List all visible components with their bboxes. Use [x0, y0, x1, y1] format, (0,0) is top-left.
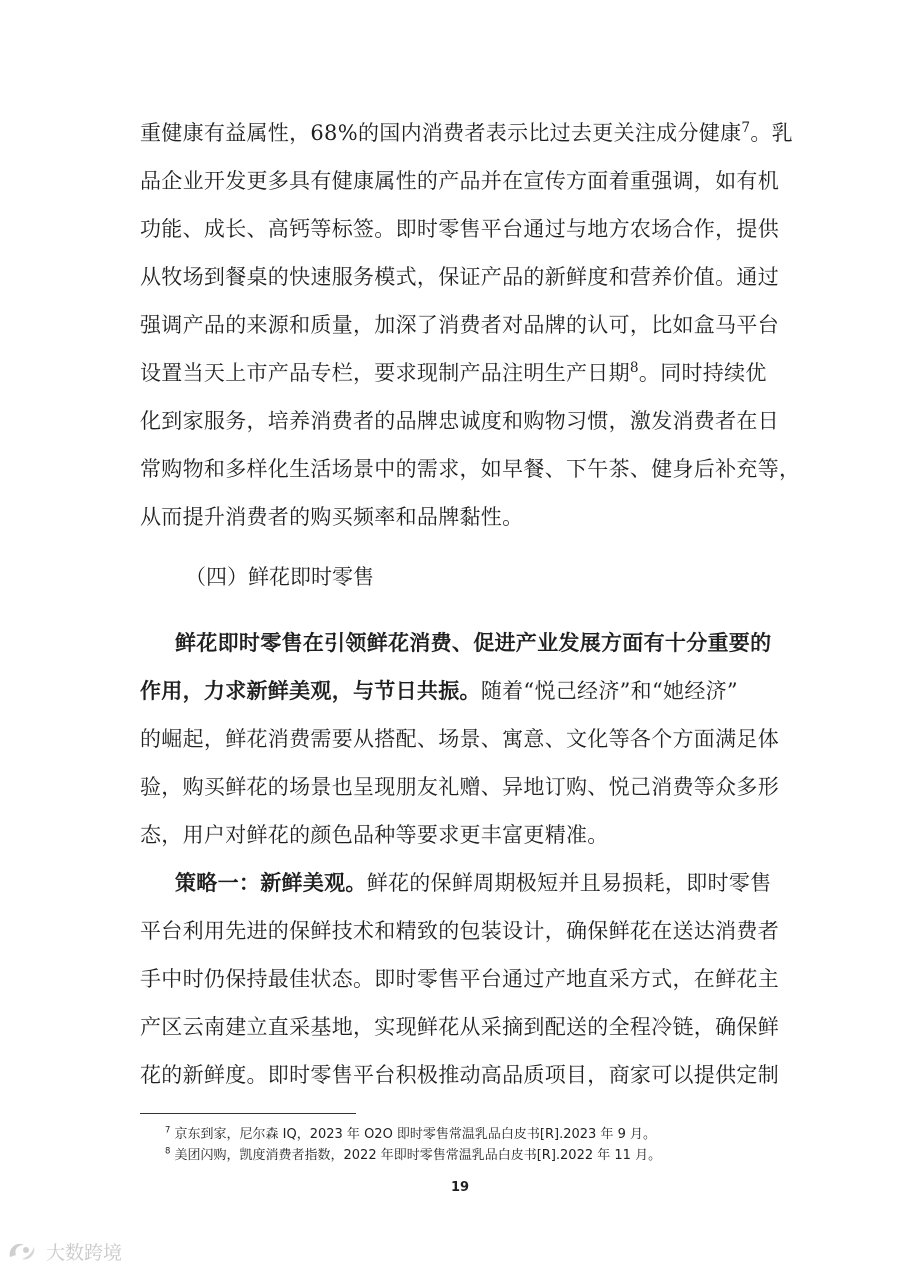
body-line: 功能、成长、高钙等标签。即时零售平台通过与地方农场合作，提供 [140, 217, 779, 241]
strategy-label: 策略一：新鲜美观。 [175, 870, 367, 895]
body-line: 从牧场到餐桌的快速服务模式，保证产品的新鲜度和营养价值。通过 [140, 265, 779, 289]
footnote: $^8$ 美团闪购，凯度消费者指数，2022 年即时零售常温乳品白皮书[R].2022 年 11 月。 [165, 1145, 662, 1163]
body-line: 平台利用先进的保鲜技术和精致的包装设计，确保鲜花在送达消费者 [140, 919, 779, 943]
body-line: 品企业开发更多具有健康属性的产品并在宣传方面着重强调，如有机 [140, 169, 779, 193]
body-line: 设置当天上市产品专栏，要求现制产品注明生产日期$^8$。同时持续优 [140, 360, 767, 385]
body-line: 作用，力求新鲜美观，与节日共振。随着“悦己经济”和“她经济” [140, 678, 738, 703]
body-line: 态，用户对鲜花的颜色品种等要求更丰富更精准。 [140, 823, 609, 847]
footnote-divider [140, 1113, 356, 1114]
watermark-logo-icon [6, 1239, 40, 1265]
body-line: 从而提升消费者的购买频率和品牌黏性。 [140, 505, 524, 529]
watermark-text: 大数跨境 [46, 1242, 123, 1264]
body-line-bold: 鲜花即时零售在引领鲜花消费、促进产业发展方面有十分重要的 [175, 630, 772, 655]
body-line: 手中时仍保持最佳状态。即时零售平台通过产地直采方式，在鲜花主 [140, 967, 779, 991]
body-line: 花的新鲜度。即时零售平台积极推动高品质项目，商家可以提供定制 [140, 1063, 779, 1087]
body-line: 强调产品的来源和质量，加深了消费者对品牌的认可，比如盒马平台 [140, 313, 779, 337]
body-line: 产区云南建立直采基地，实现鲜花从采摘到配送的全程冷链，确保鲜 [140, 1015, 779, 1039]
footnote-ref: 7 [741, 120, 751, 136]
footnote: $^7$ 京东到家，尼尔森 IQ，2023 年 O2O 即时零售常温乳品白皮书[R].2023 年 9 月。 [165, 1124, 656, 1142]
section-heading: （四）鲜花即时零售 [185, 565, 374, 589]
body-line: 的崛起，鲜花消费需要从搭配、场景、寓意、文化等各个方面满足体 [140, 727, 779, 751]
watermark [6, 1238, 122, 1265]
footnote-ref: 8 [629, 360, 639, 376]
body-line: 常购物和多样化生活场景中的需求，如早餐、下午茶、健身后补充等， [140, 457, 801, 481]
page-number: 19 [450, 1180, 470, 1195]
body-line: 策略一：新鲜美观。鲜花的保鲜周期极短并且易损耗，即时零售 [175, 870, 772, 895]
body-line: 化到家服务，培养消费者的品牌忠诚度和购物习惯，激发消费者在日 [140, 409, 779, 433]
body-line: 验，购买鲜花的场景也呈现朋友礼赠、异地订购、悦己消费等众多形 [140, 775, 779, 799]
body-line: 重健康有益属性，68%的国内消费者表示比过去更关注成分健康$^7$。乳 [140, 120, 793, 145]
